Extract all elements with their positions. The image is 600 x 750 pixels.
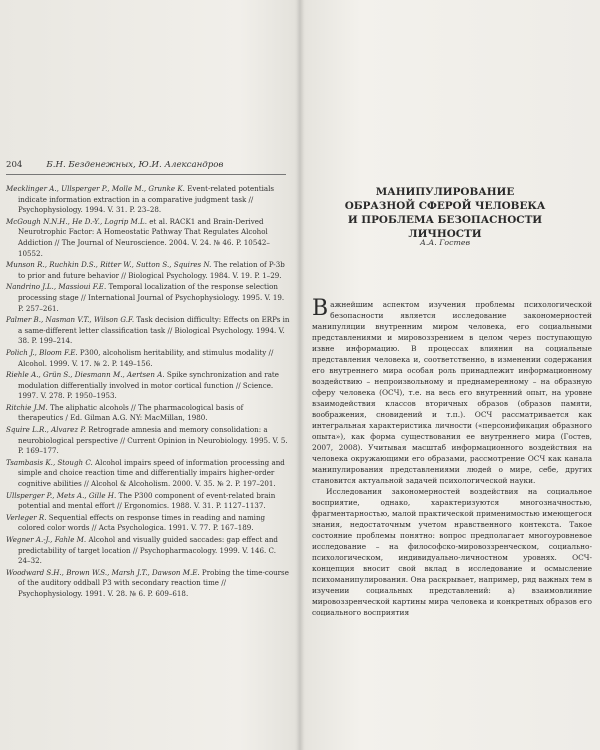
reference-item: McGough N.N.H., He D.-Y., Logrip M.L. et al. RACK1 and Brain-Derived Neurotrophic Factor: A Homeostatic Pathway That Regulates Alcohol Addiction // The Journal of Neuroscience. 2004. V. 24. № 46. P. 10542–10552. — [6, 216, 270, 258]
article-title — [310, 185, 580, 241]
page-number: 204 — [6, 160, 23, 170]
reference-item: Tsambasis K., Stough C. Alcohol impairs speed of information processing and simple and choice reaction time and differentially impairs higher-order cognitive abilities // Alcohol & Alcoholism. 2000. V. 35. № 2. P. 197–201. — [6, 457, 285, 489]
reference-item: Polich J., Bloom F.E. P300, alcoholism heritability, and stimulus modality // Alcohol. 1999. V. 17. № 2. P. 149–156. — [6, 347, 274, 368]
reference-item: Woodward S.H., Brown W.S., Marsh J.T., Dawson M.E. Probing the time-course of the auditory oddball P3 with secondary reaction time // Psychophysiology. 1991. V. 28. № 6. P. 609–618. — [6, 567, 289, 598]
reference-item: Riehle A., Grün S., Diesmann M., Aertsen A. Spike synchronization and rate modulation differentially involved in motor cortical function // Science. 1997. V. 278. P. 1950–1953. — [6, 370, 279, 401]
reference-item: Wegner A.-J., Fahle M. Alcohol and visually guided saccades: gap effect and predictability of target location // Psychopharmacology. 1999. V. 146. C. 24–32. — [6, 535, 278, 566]
reference-item: Mecklinger A., Ullsperger P., Molle M., Grunke K. Event-related potentials indicate information extraction in a comparative judgment task // Psychophysiology. 1994. V. 31. P. 23–28. — [6, 184, 275, 215]
article-title-line: МАНИПУЛИРОВАНИЕ — [375, 186, 515, 198]
left-page — [0, 0, 296, 750]
article-title-line: И ПРОБЛЕМА БЕЗОПАСНОСТИ ЛИЧНОСТИ — [347, 214, 543, 240]
reference-item: Ritchie J.M. The aliphatic alcohols // The pharmacological basis of therapeutics / Ed. Gilman A.G. NY: MacMillan, 1980. — [6, 402, 244, 423]
reference-item: Ullsperger P., Mets A., Gille H. The P300 component of event-related brain potential and mental effort // Ergonomics. 1988. V. 31. P. 1127–1137. — [6, 490, 276, 511]
drop-cap: В — [312, 296, 329, 321]
book-gutter — [296, 0, 304, 750]
body-paragraph: Исследования закономерностей воздействия на социальное восприятие, однако, характеризуются многозначностью, фрагментарностью, малой практической применимостью имеющегося знания, недостаточным учетом нравственного контекста. Такое состояние проблемы понятно: вопрос предполагает многоуровневое исследование – на философско-мировоззренческом, социально-психологическом, индивидуально-личностном уровнях. ОСЧ-концепция вносит свой вклад в исследование и осмысление психоманипулирования. Она раскрывает, например, ряд важных тем в изучении социальных представлений: а) взаимовлияние мировоззренческой картины мира человека и конкретных образов его социального восприятия — [312, 487, 592, 617]
article-body — [312, 296, 592, 618]
body-paragraph: Важнейшим аспектом изучения проблемы психологической безопасности является исследование закономерностей манипуляции внутренним миром человека, его социальными представлениями и мировоззрением в целом через поступающую извне информацию. В процессах влияния на социальные представления человека и, соответственно, в изменении содержания его внутреннего мира особая роль принадлежит информационному воздействию – непроизвольному и преднамеренному – на образную сферу человека (ОСЧ), т.е. на весь его внутренний опыт, на уровне взаимодействия классов вторичных образов (образов памяти, воображения, сновидений и т.п.). ОСЧ рассматривается как интегральная характеристика личности («персонификация образного опыта»), как форма существования ее внутреннего мира (Гостев, 2007, 2008). Учитывая масштаб информационного воздействия на человека окружающими его образами, рассмотрение ОСЧ как канала манипулирования представлениями людей о мире, себе, других становится актуальной задачей психологической науки. — [312, 296, 592, 485]
article-title-line: ОБРАЗНОЙ СФЕРОЙ ЧЕЛОВЕКА — [344, 200, 546, 212]
reference-item: Munson R., Ruchkin D.S., Ritter W., Sutton S., Squires N. The relation of P-3b to prior and future behavior // Biological Psychology. 1984. V. 19. P. 1–29. — [6, 260, 285, 280]
page-header — [6, 160, 286, 175]
running-header: Б.Н. Безденежных, Ю.И. Александров — [46, 160, 224, 170]
article-author: А.А. Гостев — [419, 238, 470, 247]
reference-item: Squire L.R., Alvarez P. Retrograde amnesia and memory consolidation: a neurobiological perspective // Current Opinion in Neurobiology. 1995. V. 5. P. 169–177. — [6, 425, 288, 456]
right-page — [304, 0, 600, 750]
reference-list — [6, 184, 290, 601]
reference-item: Nandrino J.L., Massioui F.E. Temporal localization of the response selection processing stage // International Journal of Psychophysiology. 1995. V. 19. P. 257–261. — [6, 282, 285, 313]
reference-item: Verleger R. Sequential effects on response times in reading and naming colored color words // Acta Psychologica. 1991. V. 77. P. 167–189. — [6, 512, 266, 533]
reference-item: Palmer B., Nasman V.T., Wilson G.F. Task decision difficulty: Effects on ERPs in a same-different letter classification task // Biological Psychology. 1994. V. 38. P. 199–214. — [6, 315, 290, 346]
